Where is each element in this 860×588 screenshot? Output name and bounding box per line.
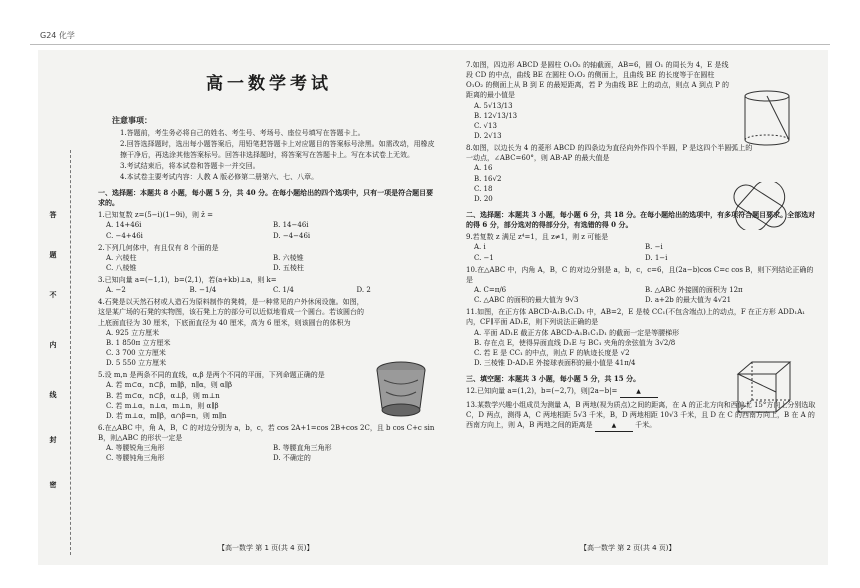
question-11: 11.如图，在正方体 ABCD-A₁B₁C₁D₁ 中，AB=2，E 是棱 CC₁(不包含端点)上的动点，F 在正方形 ADD₁A₁ 内，CF∥平面 AD₁E，则下列说法正确的是 <box>466 308 806 327</box>
option: D. 若 m⊥α，m∥β，α∩β=n，则 m∥n <box>106 411 227 420</box>
gutter-char: 不 <box>49 290 57 299</box>
question-10: 10.在△ABC 中，内角 A，B，C 的对边分别是 a，b，c，c=6，且(2a−b)cos C=c cos B，则下列结论正确的是 <box>466 265 814 284</box>
option: C. 18 <box>474 184 493 193</box>
notice-item: 2.回答选择题时，选出每小题答案后，用铅笔把答题卡上对应题目的答案标号涂黑。如需改动，用橡皮擦干净后，再选涂其他答案标号。回答非选择题时，将答案写在答题卡上。写在本试卷上无效。 <box>120 140 435 159</box>
cube-figure <box>732 356 796 418</box>
option: A. 5√13/13 <box>474 101 513 110</box>
option: B. 1 850π 立方厘米 <box>106 338 171 347</box>
gutter-char: 内 <box>49 340 57 349</box>
footer-page-2: 【高一数学 第 2 页(共 4 页)】 <box>580 544 676 552</box>
section-1-heading: 一、选择题：本题共 8 小题，每小题 5 分，共 40 分。在每小题给出的四个选项中，只有一项是符合题目要求的。 <box>98 187 434 208</box>
question-1: 1.已知复数 z=(5−i)(1−9i)，则 z̄ = <box>98 211 213 220</box>
cylinder-figure <box>738 88 796 150</box>
question-9-options <box>474 242 816 262</box>
option: A. 16 <box>474 164 493 173</box>
option: C. 等腰钝角三角形 <box>106 454 165 463</box>
question-3-options <box>106 285 440 295</box>
question-5: 5.设 m,n 是两条不同的直线，α,β 是两个不同的平面，下列命题正确的是 <box>98 371 325 380</box>
question-10-options <box>474 285 816 305</box>
notice-item: 1.答题前，考生务必将自己的姓名、考生号、考场号、座位号填写在答题卡上。 <box>120 129 365 138</box>
option: B. −i <box>645 243 663 252</box>
option: C. 1/4 <box>273 286 294 295</box>
option: C. √13 <box>474 121 497 130</box>
question-6: 6.在△ABC 中，角 A，B，C 的对边分别为 a，b，c，若 cos 2A+1=cos 2B+cos 2C，且 b cos C+c sin B，则△ABC 的形状一定是 <box>98 424 435 443</box>
question-13-unit: 千米。 <box>635 421 657 430</box>
option: B. 16√2 <box>474 174 502 183</box>
option: C. 若 m⊥α，n⊥α，m⊥n，则 α∥β <box>106 401 219 410</box>
notice-item: 4.本试卷主要考试内容：人教 A 版必修第二册第六、七、八章。 <box>120 172 319 181</box>
option: B. △ABC 外接圆的面积为 12π <box>645 285 743 294</box>
option: A. 六棱柱 <box>106 253 137 262</box>
rhombus-semicircles-figure <box>728 182 792 230</box>
option: D. 三棱锥 D-AD₁E 外接球表面积的最小值是 41π/4 <box>474 358 636 367</box>
option: A. 若 m⊂α，n⊂β，m∥β，n∥α，则 α∥β <box>106 381 232 390</box>
notice-item: 3.考试结束后，将本试卷和答题卡一并交回。 <box>120 161 260 170</box>
gutter-char: 密 <box>49 480 57 489</box>
notice-list <box>98 128 440 182</box>
header-rule <box>30 44 830 45</box>
option: D. 20 <box>474 194 493 203</box>
option: C. 3 700 立方厘米 <box>106 349 166 358</box>
question-2-options <box>106 253 440 273</box>
option: D. 五棱柱 <box>273 263 304 272</box>
option: B. 存在点 E，使得异面直线 D₁E 与 BC₁ 夹角的余弦值为 3√2/8 <box>474 338 676 347</box>
gutter-char: 题 <box>49 250 57 259</box>
option: A. 等腰锐角三角形 <box>106 444 165 453</box>
question-9: 9.若复数 z 满足 z⁴=1，且 z≠1，则 z 可能是 <box>466 233 609 242</box>
header-code: G24 化学 <box>40 31 75 40</box>
question-1-options <box>106 220 440 240</box>
option: B. 等腰直角三角形 <box>273 444 332 453</box>
option: A. C=π/6 <box>474 285 507 294</box>
option: B. −1/4 <box>189 286 217 295</box>
answer-blank <box>595 420 633 432</box>
blank-triangle-icon: ▲ <box>636 388 641 396</box>
option: B. 若 m⊂α，n⊂β，α⊥β，则 m⊥n <box>106 391 220 400</box>
notice-heading: 注意事项： <box>112 114 152 125</box>
option: D. 5 550 立方厘米 <box>106 359 167 368</box>
gutter-char: 封 <box>49 435 57 444</box>
question-3: 3.已知向量 a=(−1,1)，b=(2,1)，若(a+kb)⊥a，则 k= <box>98 276 277 285</box>
option: C. 八棱锥 <box>106 263 137 272</box>
option: C. −4+46i <box>106 231 143 240</box>
section-2-heading: 二、选择题：本题共 3 小题，每小题 6 分，共 18 分。在每小题给出的选项中，有多项符合题目要求。全部选对的得 6 分，部分选对的得部分分，有选错的得 0 分。 <box>466 209 816 230</box>
stone-stool-figure <box>372 358 430 426</box>
option: C. 若 E 是 CC₁ 的中点，则点 F 的轨迹长度是 √2 <box>474 348 630 357</box>
option: A. −2 <box>106 286 126 295</box>
blank-triangle-icon: ▲ <box>611 422 617 430</box>
binding-line <box>70 150 71 555</box>
question-8: 8.如图，以边长为 4 的菱形 ABCD 的四条边为直径向外作四个半圆，P 是这四个半圆弧上的一动点，∠ABC=60°，则 AB·AP 的最大值是 <box>466 144 753 163</box>
option: A. i <box>474 243 486 252</box>
question-6-options <box>106 443 440 463</box>
question-13-text: 13.某数学兴趣小组成员为测量 A，B 两地(视为质点)之间的距离，在 A 的正北方向和西偏北 15°方向上分别选取 C，D 两点，测得 A，C 两地相距 5√3 千米，B，D 两地相距 10√3 千米，且 D 在 C 的西南方向上，B 在 A 的西南方向上，则 A，B 两地之间的距离是 <box>466 400 816 430</box>
footer-page-1: 【高一数学 第 1 页(共 4 页)】 <box>218 544 314 552</box>
option: D. 不确定的 <box>273 454 311 463</box>
binding-gutter <box>44 150 96 555</box>
gutter-char: 答 <box>49 210 57 219</box>
option: C. △ABC 的面积的最大值为 9√3 <box>474 296 579 305</box>
option: C. −1 <box>474 253 494 262</box>
page-title: 高一数学考试 <box>206 74 332 94</box>
option: B. 12√13/13 <box>474 111 518 120</box>
option: D. 2 <box>356 286 371 295</box>
option: A. 平面 AD₁E 截正方体 ABCD-A₁B₁C₁D₁ 的截面一定是等腰梯形 <box>474 328 680 337</box>
question-12-text: 12.已知向量 a=(1,2)，b=(−2,7)，则|2a−b|= <box>466 387 618 396</box>
gutter-char: 线 <box>49 390 57 399</box>
option: D. 1−i <box>645 253 668 262</box>
option: D. a+2b 的最大值为 4√21 <box>645 296 732 305</box>
question-7: 7.如图，四边形 ABCD 是圆柱 O₁O₂ 的轴截面，AB=6，圆 O₁ 的周长为 4，E 是线段 CD 的中点，曲线 BE 在圆柱 O₁O₂ 的侧面上，且曲线 BE 的长度等于在圆柱 O₁O₂ 的侧面上从 B 到 E 的最短距离，若 P 为曲线 BE 上的动点，则点 A 到点 P 的距离的最小值是 <box>466 61 729 100</box>
option: D. −4−46i <box>273 231 311 240</box>
section-3-heading: 三、填空题：本题共 3 小题，每小题 5 分，共 15 分。 <box>466 374 641 384</box>
option: D. 2√13 <box>474 131 502 140</box>
option: B. 六棱锥 <box>273 253 304 262</box>
answer-blank <box>620 386 658 398</box>
question-4: 4.石凳是以天然石材或人造石为原料制作的凳椅，是一种常见的户外休闲设施。如图，这是某广场的石凳的实物图，该石凳上方的部分可以近似地看成一个圆台。若该圆台的上底面直径为 30 厘米，下底面直径为 40 厘米，高为 6 厘米，则该圆台的体积为 <box>98 298 364 327</box>
option: A. 14+46i <box>106 221 142 230</box>
option: B. 14−46i <box>273 221 309 230</box>
question-2: 2.下列几何体中，有且仅有 8 个面的是 <box>98 243 219 252</box>
option: A. 925 立方厘米 <box>106 328 160 337</box>
